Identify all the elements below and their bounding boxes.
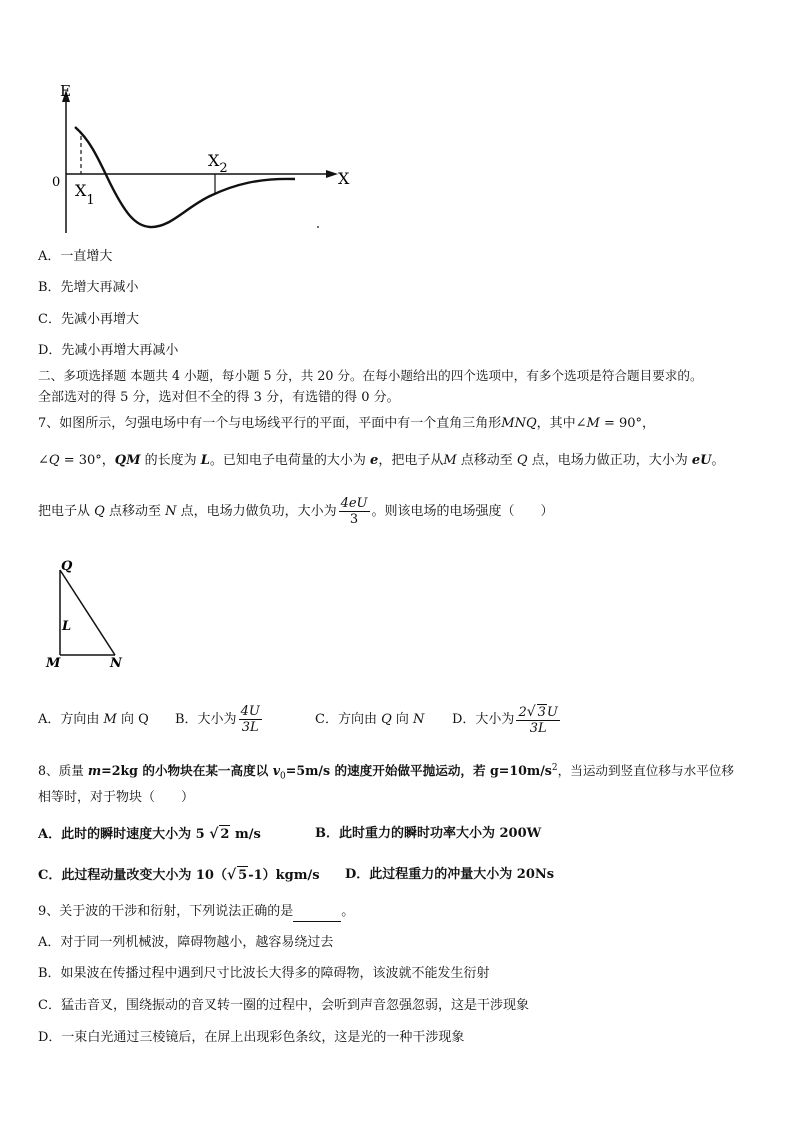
q8-option-a — [38, 825, 261, 844]
q8-text: 8、质量 — [38, 763, 88, 779]
q7-fraction — [339, 496, 370, 527]
section2-line1: 二、多项选择题 本题共 4 小题，每小题 5 分，共 20 分。在每小题给出的四个选项中，有多个选项是符合题目要求的。 — [38, 368, 703, 383]
energy-graph — [40, 78, 360, 243]
q8-var: m — [87, 763, 102, 779]
section2-line2: 全部选对的得 5 分，选对但不全的得 3 分，有选错的得 0 分。 — [38, 390, 400, 405]
q7-var: N — [165, 504, 177, 519]
option-text: A．方向由 — [38, 712, 104, 727]
q9-option-a: A．对于同一列机械波，障碍物越小，越容易绕过去 — [38, 935, 334, 950]
fraction-denominator: 3L — [241, 720, 259, 735]
fraction-numerator: 4eU — [340, 496, 368, 511]
q7-text: 把电子从 — [38, 504, 95, 519]
option-text: -1）kgm/s — [248, 868, 320, 883]
q8-text: =2kg 的小物块在某一高度以 — [101, 763, 273, 779]
side-qn — [60, 570, 115, 655]
fraction-numerator — [516, 704, 559, 721]
q7-text: 的长度为 — [140, 453, 201, 468]
q7-triangle-name: MNQ — [501, 416, 537, 431]
numerator-coefficient: 2 — [518, 704, 527, 720]
q7-option-d — [452, 700, 562, 740]
e-axis-label: E — [60, 82, 71, 100]
q7-option-c — [315, 711, 424, 729]
q8-superscript: 2 — [551, 763, 558, 773]
q7-text: 7、如图所示，匀强电场中有一个与电场线平行的平面，平面中有一个直角三角形 — [38, 416, 502, 431]
q8-option-d: D．此过程重力的冲量大小为 20Ns — [345, 867, 555, 882]
x-axis-arrow — [326, 170, 338, 178]
q7-var: M — [586, 416, 600, 431]
vertex-n-label: N — [110, 656, 122, 670]
q7-text: ，把电子从 — [378, 453, 444, 468]
option-d-fraction — [516, 704, 559, 736]
q7-angle-q: = 30°， — [59, 453, 115, 468]
radicand: 3 — [537, 704, 546, 720]
sqrt-symbol: √ — [526, 703, 536, 720]
option-text: A．此时的瞬时速度大小为 5 — [38, 827, 210, 842]
q7-text: 。 — [711, 453, 725, 468]
option-text: m/s — [230, 827, 261, 842]
q7-var: Q — [94, 504, 105, 519]
q8-option-c — [38, 866, 320, 885]
q7-text: 点移动至 — [456, 453, 517, 468]
q8-line1 — [38, 759, 734, 786]
triangle-diagram — [40, 555, 140, 670]
option-text: C．此过程动量改变大小为 10（ — [38, 868, 227, 883]
q8-subscript: 0 — [280, 771, 286, 782]
q9-text: 9、关于波的干涉和衍射，下列说法正确的是 — [38, 904, 294, 919]
q7-option-a — [38, 711, 149, 729]
energy-curve — [75, 127, 295, 227]
answer-blank — [293, 903, 341, 922]
q7-var: Q — [48, 453, 60, 468]
option-var: N — [413, 712, 425, 727]
option-text: 向 Q — [116, 712, 149, 727]
q8-text: =5m/s 的速度开始做平抛运动，若 g=10m/s — [285, 763, 552, 779]
q7-angle-m: = 90°， — [599, 416, 656, 431]
radicand: 2 — [220, 827, 230, 842]
q9-stem — [38, 903, 354, 922]
option-b-fraction — [239, 704, 262, 735]
option-text: C．方向由 — [315, 712, 382, 727]
stray-dot — [317, 226, 319, 228]
option-text: D．大小为 — [452, 712, 515, 727]
fraction-denominator: 3L — [529, 720, 547, 736]
q7-text: 点移动至 — [104, 504, 166, 519]
x1-label: $X_1$ — [75, 181, 95, 208]
vertex-m-label: M — [46, 656, 61, 670]
option-var: Q — [381, 712, 392, 727]
option-var: M — [103, 712, 117, 727]
numerator-var: U — [546, 704, 558, 720]
q7-text: 点，电场力做正功，大小为 — [527, 453, 692, 468]
q8-option-b: B．此时重力的瞬时功率大小为 200W — [315, 826, 542, 841]
q9-option-c: C．猛击音叉，围绕振动的音叉转一圈的过程中，会听到声音忽强忽弱，这是干涉现象 — [38, 998, 529, 1013]
side-l-label: L — [62, 619, 72, 634]
option-text: 向 — [391, 712, 414, 727]
q6-option-d: D．先减小再增大再减小 — [38, 343, 179, 358]
option-text: B．大小为 — [175, 712, 237, 727]
q9-option-b: B．如果波在传播过程中遇到尺寸比波长大得多的障碍物，该波就不能发生衍射 — [38, 966, 490, 981]
q8-line2: 相等时，对于物块（ ） — [38, 790, 195, 805]
q7-text: ∠ — [38, 453, 49, 468]
q6-option-c: C．先减小再增大 — [38, 312, 139, 327]
q7-text: 。已知电子电荷量的大小为 — [209, 453, 371, 468]
q7-var: QM — [114, 453, 141, 468]
q7-line3 — [38, 492, 554, 532]
fraction-denominator: 3 — [349, 512, 359, 527]
radicand: 5 — [238, 868, 248, 883]
q6-option-b: B．先增大再减小 — [38, 280, 139, 295]
q7-line1 — [38, 415, 655, 433]
fraction-numerator: 4U — [240, 704, 260, 719]
sqrt-symbol: √ — [209, 826, 219, 842]
q9-text: 。 — [341, 904, 355, 919]
x2-label: $X_2$ — [208, 151, 228, 176]
q7-text: 。则该电场的电场强度（ ） — [371, 504, 554, 519]
q7-text: ，其中∠ — [536, 416, 587, 431]
q7-var: e — [370, 453, 379, 468]
sqrt-symbol: √ — [226, 867, 237, 883]
q7-var: L — [200, 453, 210, 468]
vertex-q-label: Q — [61, 559, 73, 574]
q7-var: Q — [516, 453, 528, 468]
q7-text: 点，电场力做负功，大小为 — [176, 504, 337, 519]
q8-var: v — [272, 763, 281, 779]
q7-var: M — [443, 453, 457, 468]
q7-line2 — [38, 452, 724, 470]
origin-label: 0 — [52, 175, 61, 190]
q9-option-d: D．一束白光通过三棱镜后，在屏上出现彩色条纹，这是光的一种干涉现象 — [38, 1030, 465, 1045]
q8-text: ，当运动到竖直位移与水平位移 — [557, 763, 734, 779]
q6-option-a: A．一直增大 — [38, 249, 113, 264]
x-axis-label: X — [338, 169, 350, 188]
q7-option-b — [175, 700, 264, 740]
q7-var: eU — [691, 453, 712, 468]
